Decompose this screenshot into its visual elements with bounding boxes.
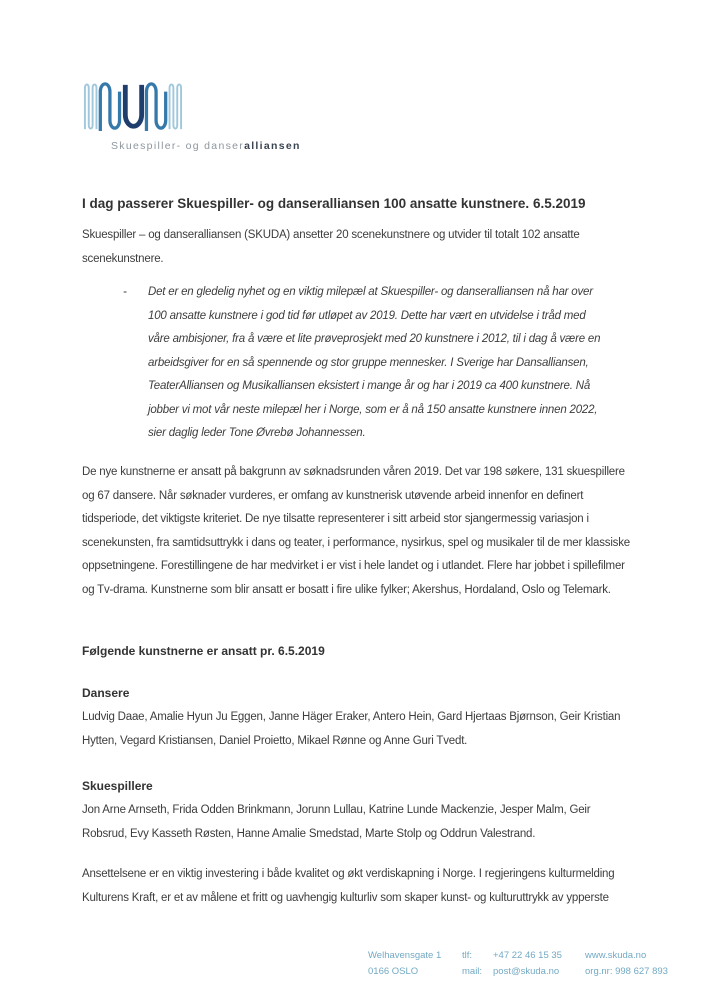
footer-address-line2: 0166 OSLO	[368, 965, 419, 977]
quote-block	[123, 281, 605, 446]
actors-names: Jon Arne Arnseth, Frida Odden Brinkmann, Jorunn Lullau, Katrine Lunde Mackenzie, Jesper Malm, Geir Robsrud, Evy Kasseth Røsten, Hanne Amalie Smedstad, Marte Stolp og Oddrun Valestrand.	[82, 804, 591, 840]
footer-mail-value: post@skuda.no	[493, 965, 560, 977]
quote-dash: -	[123, 286, 127, 298]
footer-web	[585, 948, 668, 979]
body-paragraph-1: De nye kunstnerne er ansatt på bakgrunn av søknadsrunden våren 2019. Det var 198 søkere, 131 skuespillere og 67 dansere. Når søknader vurderes, er omfang av kunstnerisk utøvende arbeid innenfor en definert tidsperiode, det viktigste kriteriet. De nye tilsatte representerer i sitt arbeid stor sjangermessig variasjon i scenekunsten, fra samtidsuttrykk i dans og teater, i performance, nysirkus, spel og musikaler til de mer klassiske oppsetningene. Forestillingene de har medvirket i er vist i hele landet og i utlandet. Flere har jobbet i spillefilmer og Tv-drama. Kunstnerne som blir ansatt er bosatt i fire ulike fylker; Akershus, Hordaland, Oslo og Telemark.	[82, 466, 630, 596]
document-title: I dag passerer Skuespiller- og danseralliansen 100 ansatte kunstnere. 6.5.2019	[82, 196, 586, 211]
logo-wordmark-regular: Skuespiller- og danser	[111, 140, 245, 152]
lead-paragraph: Skuespiller – og danseralliansen (SKUDA) ansetter 20 scenekunstnere og utvider til totalt 102 ansatte scenekunstnere.	[82, 229, 580, 265]
appointed-subheading: Følgende kunstnerne er ansatt pr. 6.5.2019	[82, 644, 325, 658]
footer-phone-label: tlf:	[462, 950, 473, 961]
dancers-heading: Dansere	[82, 686, 130, 700]
logo-wordmark	[111, 140, 301, 152]
quote-text: Det er en gledelig nyhet og en viktig milepæl at Skuespiller- og danseralliansen nå har over 100 ansatte kunstnere i god tid før utløpet av 2019. Dette har vært en utvidelse i tråd med våre ambisjoner, fra å være et lite prøveprosjekt med 20 kunstnere i 2012, til i dag å være en arbeidsgiver for en så spennende og stor gruppe mennesker. I Sverige har Dansalliansen, TeaterAlliansen og Musikalliansen eksistert i mange år og har i 2019 ca 400 kunstnere. Nå jobber vi mot vår neste milepæl her i Norge, som er å nå 150 ansatte kunstnere innen 2022, sier daglig leder Tone Øvrebø Johannessen.	[148, 286, 601, 439]
footer-phone-value: +47 22 46 15 35	[493, 950, 562, 961]
body-paragraph-2: Ansettelsene er en viktig investering i både kvalitet og økt verdiskapning i Norge. I regjeringens kulturmelding Kulturens Kraft, er et av målene et fritt og uavhengig kulturliv som skaper kunst- og kulturuttrykk av ypperste	[82, 868, 615, 904]
dancers-names: Ludvig Daae, Amalie Hyun Ju Eggen, Janne Häger Eraker, Antero Hein, Gard Hjertaas Bjørnson, Geir Kristian Hytten, Vegard Kristiansen, Daniel Proietto, Mikael Rønne og Anne Guri Tvedt.	[82, 711, 621, 747]
footer-contact	[462, 948, 562, 979]
footer-orgnr: org.nr: 998 627 893	[585, 965, 668, 977]
footer-website: www.skuda.no	[585, 950, 647, 961]
footer-mail-label: mail:	[462, 965, 483, 977]
logo-wordmark-bold: alliansen	[244, 140, 301, 152]
footer-address-line1: Welhavensgate 1	[368, 950, 442, 961]
page-footer	[0, 948, 707, 990]
footer-address	[368, 948, 441, 979]
skuda-logo-wave-icon	[83, 80, 183, 134]
actors-heading: Skuespillere	[82, 779, 153, 793]
